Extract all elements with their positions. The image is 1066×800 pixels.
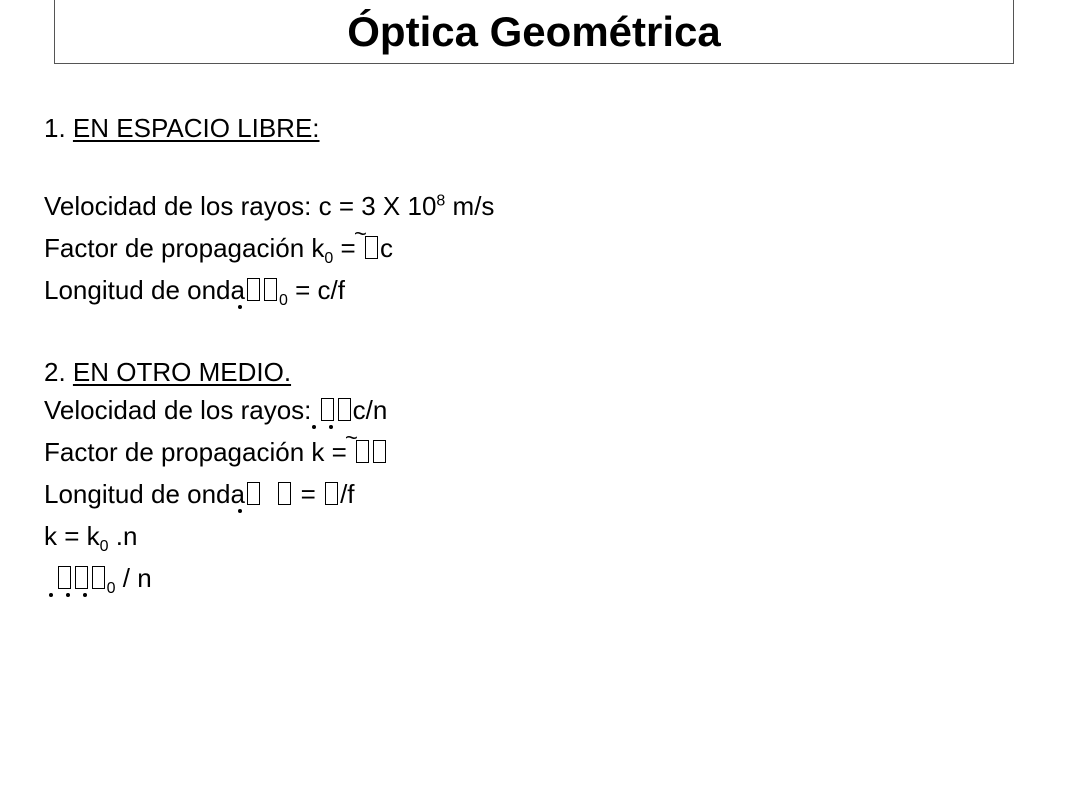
missing-glyph-eq3 [75, 566, 88, 589]
missing-glyph-colon2 [247, 482, 260, 505]
free-prop-eq: = [333, 233, 363, 263]
lambda-relation-sub: 0 [106, 580, 116, 598]
medium-wave-line [44, 478, 355, 510]
k-relation-tail: .n [108, 521, 138, 551]
medium-speed-tail: c/n [352, 395, 388, 425]
missing-glyph-omega2 [356, 440, 369, 463]
missing-glyph-lambda3 [58, 566, 71, 589]
k-relation-sub: 0 [99, 538, 109, 556]
missing-glyph-lambda [264, 278, 277, 301]
section1-heading: EN ESPACIO LIBRE: [72, 113, 320, 143]
free-speed-unit: m/s [445, 191, 495, 221]
k-relation-line [44, 520, 138, 556]
missing-glyph-v [321, 398, 334, 421]
missing-glyph-lambda2 [278, 482, 291, 505]
free-speed-label: Velocidad de los rayos: c = 3 X 10 [44, 191, 437, 221]
free-prop-sub: 0 [324, 250, 334, 268]
free-wave-line [44, 274, 345, 310]
missing-glyph-colon [247, 278, 260, 301]
free-speed-exponent: 8 [436, 192, 446, 210]
section2-heading: EN OTRO MEDIO. [72, 357, 292, 387]
missing-glyph-mu [373, 440, 386, 463]
section2-number: 2. [44, 357, 66, 387]
free-prop-line [44, 232, 393, 268]
free-wave-label: Longitud de onda [44, 275, 245, 305]
medium-speed-label: Velocidad de los rayos: [44, 395, 319, 425]
medium-wave-tail: /f [340, 479, 355, 509]
medium-wave-eq: = [293, 479, 324, 509]
section1-number: 1. [44, 113, 66, 143]
free-prop-label: Factor de propagación k [44, 233, 325, 263]
missing-glyph-equals [338, 398, 351, 421]
free-prop-tail: c [379, 233, 393, 263]
free-speed-line [44, 190, 494, 222]
missing-glyph-omega [365, 236, 378, 259]
medium-prop-label: Factor de propagación k = [44, 437, 355, 467]
lambda-relation-tail: / n [115, 563, 152, 593]
section2-heading-line [44, 356, 291, 388]
missing-glyph-lambda4 [92, 566, 105, 589]
medium-prop-line [44, 436, 388, 468]
lambda-relation-line [34, 562, 152, 598]
missing-glyph-v2 [325, 482, 338, 505]
free-wave-sub: 0 [278, 292, 288, 310]
section1-heading-line [44, 112, 320, 144]
title-box [54, 0, 1014, 64]
k-relation-prefix: k = k [44, 521, 100, 551]
medium-wave-label: Longitud de onda [44, 479, 245, 509]
medium-speed-line [44, 394, 387, 426]
free-wave-tail: = c/f [287, 275, 345, 305]
page-title: Óptica Geométrica [347, 7, 721, 55]
